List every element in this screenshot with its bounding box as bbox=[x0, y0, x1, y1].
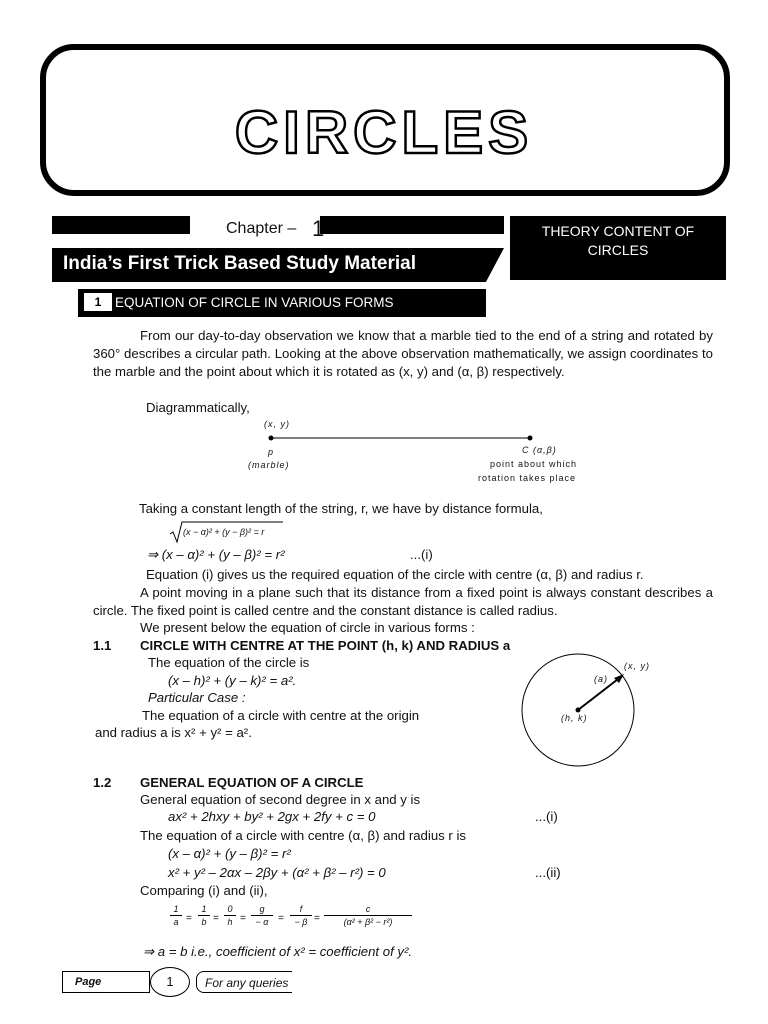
fig-xy: (x, y) bbox=[624, 661, 650, 671]
diagram-rotation: rotation takes place bbox=[478, 473, 577, 483]
chapter-label: Chapter – bbox=[226, 220, 297, 237]
theory-line-2: CIRCLES bbox=[587, 242, 649, 258]
s12-line1: General equation of second degree in x and y is bbox=[140, 792, 421, 807]
s12-eq1-label: ...(i) bbox=[535, 809, 558, 824]
frac-6: c (α² + β² − r²) bbox=[324, 904, 412, 927]
s11-line1: The equation of the circle is bbox=[148, 655, 310, 670]
theory-line-1: THEORY CONTENT OF bbox=[541, 223, 695, 239]
theory-box bbox=[510, 216, 726, 280]
fig-a: (a) bbox=[594, 674, 608, 684]
s11-number: 1.1 bbox=[93, 638, 112, 653]
s11-equation: (x – h)² + (y – k)² = a². bbox=[168, 673, 297, 688]
s12-compare: Comparing (i) and (ii), bbox=[140, 883, 268, 898]
page-title: CIRCLES bbox=[234, 99, 534, 166]
s11-line2: The equation of a circle with centre at the origin bbox=[142, 708, 420, 723]
fig-hk: (h, k) bbox=[561, 713, 588, 723]
frac-3: 0 h bbox=[224, 904, 236, 927]
s11-line3: and radius a is x² + y² = a². bbox=[95, 725, 252, 740]
diagram-point-about: point about which bbox=[490, 459, 578, 469]
gives-paragraph: Equation (i) gives us the required equation of the circle with centre (α, β) and radius r. bbox=[146, 567, 644, 582]
section-number: 1 bbox=[84, 293, 112, 311]
footer-page-label: Page bbox=[62, 971, 150, 993]
frac-4: g − α bbox=[251, 904, 273, 927]
footer-queries: For any queries bbox=[196, 971, 292, 993]
diagram-c: C (α,β) bbox=[522, 445, 557, 455]
s12-eq2: (x – α)² + (y – β)² = r² bbox=[168, 846, 291, 861]
chapter-number: 1 bbox=[312, 216, 325, 241]
diagram-marble: (marble) bbox=[248, 460, 290, 470]
sqrt-expression: (x − α)² + (y − β)² = r bbox=[183, 527, 265, 537]
tagline: India’s First Trick Based Study Material bbox=[63, 253, 417, 274]
s12-number: 1.2 bbox=[93, 775, 112, 790]
marble-point bbox=[269, 436, 274, 441]
centre-dot bbox=[576, 708, 581, 713]
centre-point bbox=[528, 436, 533, 441]
equation-i: ⇒ (x – α)² + (y – β)² = r² bbox=[147, 547, 285, 562]
frac-2: 1 b bbox=[198, 904, 210, 927]
circle-figure bbox=[518, 652, 638, 772]
present-paragraph: We present below the equation of circle in various forms : bbox=[140, 620, 475, 635]
section-title: EQUATION OF CIRCLE IN VARIOUS FORMS bbox=[115, 295, 394, 310]
s12-eq1: ax² + 2hxy + by² + 2gx + 2fy + c = 0 bbox=[168, 809, 376, 824]
frac-1: 1 a bbox=[170, 904, 182, 927]
s12-eq3: x² + y² – 2αx – 2βy + (α² + β² – r²) = 0 bbox=[168, 865, 386, 880]
frac-5: f − β bbox=[290, 904, 312, 927]
footer-page-number: 1 bbox=[150, 967, 190, 997]
s12-eq3-label: ...(ii) bbox=[535, 865, 561, 880]
equation-i-label: ...(i) bbox=[410, 547, 433, 562]
point-paragraph: A point moving in a plane such that its distance from a fixed point is always constant describes a circle. The fixed point is called centre and the constant distance is called radius. bbox=[93, 585, 713, 618]
s12-line2: The equation of a circle with centre (α, β) and radius r is bbox=[140, 828, 466, 843]
s12-conclusion: ⇒ a = b i.e., coefficient of x² = coefficient of y². bbox=[143, 944, 413, 959]
s11-particular: Particular Case : bbox=[148, 690, 246, 705]
diagram-xy: (x, y) bbox=[264, 419, 290, 429]
intro-paragraph: From our day-to-day observation we know that a marble tied to the end of a string and rotated by 360° describes a circular path. Looking at the above observation mathematically, we assign coordinates to the marble and the point about which it is rotated as (x, y) and (α, β) respectively. bbox=[93, 328, 713, 379]
string-paragraph: Taking a constant length of the string, r, we have by distance formula, bbox=[139, 501, 543, 516]
diagrammatically-label: Diagrammatically, bbox=[146, 400, 250, 415]
s12-title: GENERAL EQUATION OF A CIRCLE bbox=[140, 775, 364, 790]
diagram-p: p bbox=[268, 447, 275, 457]
s11-title: CIRCLE WITH CENTRE AT THE POINT (h, k) AND RADIUS a bbox=[140, 638, 511, 653]
